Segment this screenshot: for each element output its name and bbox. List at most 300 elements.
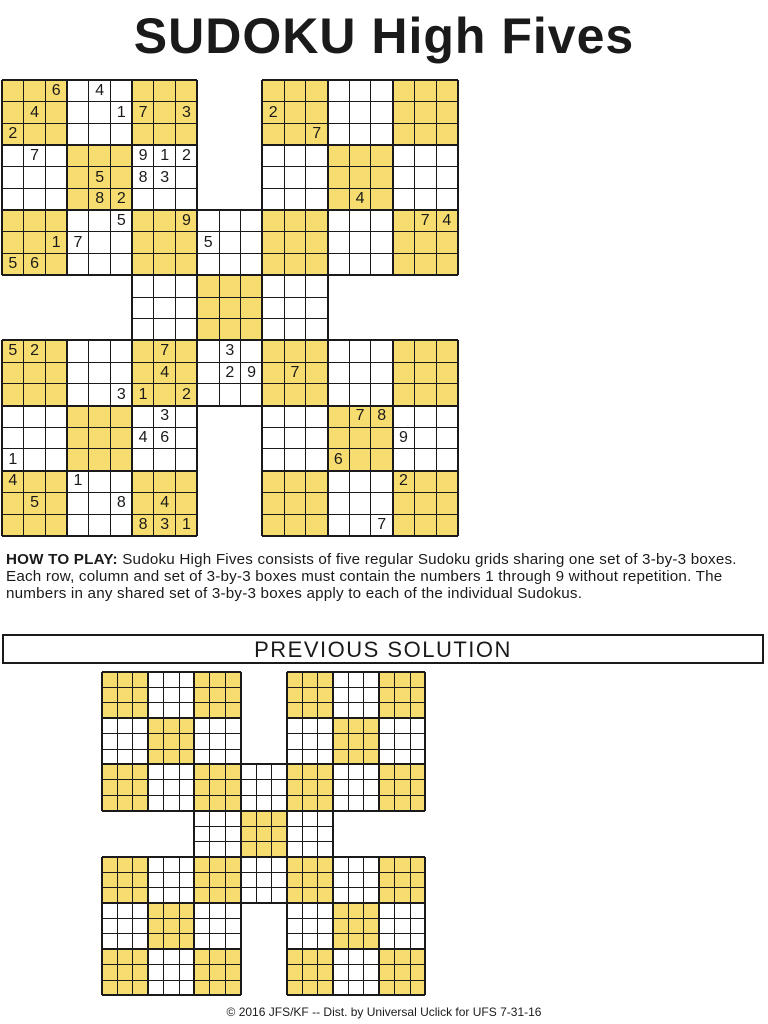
- puzzle-cell[interactable]: [241, 340, 263, 362]
- puzzle-cell[interactable]: [284, 297, 306, 319]
- puzzle-cell[interactable]: [89, 210, 111, 232]
- puzzle-cell[interactable]: [328, 254, 350, 276]
- puzzle-cell[interactable]: [154, 406, 176, 428]
- puzzle-cell[interactable]: [154, 492, 176, 514]
- puzzle-cell[interactable]: [349, 232, 371, 254]
- puzzle-cell[interactable]: [132, 340, 154, 362]
- puzzle-cell[interactable]: [111, 145, 133, 167]
- puzzle-cell[interactable]: [132, 145, 154, 167]
- puzzle-cell[interactable]: [393, 362, 415, 384]
- puzzle-cell[interactable]: [262, 449, 284, 471]
- puzzle-cell[interactable]: [67, 254, 89, 276]
- puzzle-cell[interactable]: [89, 167, 111, 189]
- puzzle-cell[interactable]: [219, 319, 241, 341]
- puzzle-cell[interactable]: [176, 167, 198, 189]
- puzzle-cell[interactable]: [371, 123, 393, 145]
- puzzle-cell[interactable]: [436, 471, 458, 493]
- puzzle-cell[interactable]: [154, 362, 176, 384]
- puzzle-cell[interactable]: [45, 471, 67, 493]
- puzzle-cell[interactable]: [219, 232, 241, 254]
- puzzle-cell[interactable]: [371, 340, 393, 362]
- puzzle-cell[interactable]: [328, 80, 350, 102]
- puzzle-cell[interactable]: [219, 297, 241, 319]
- puzzle-cell[interactable]: [132, 275, 154, 297]
- puzzle-cell[interactable]: [436, 210, 458, 232]
- puzzle-cell[interactable]: [132, 319, 154, 341]
- puzzle-cell[interactable]: [241, 362, 263, 384]
- puzzle-cell[interactable]: [154, 167, 176, 189]
- puzzle-cell[interactable]: [414, 492, 436, 514]
- puzzle-cell[interactable]: [262, 319, 284, 341]
- puzzle-cell[interactable]: [24, 471, 46, 493]
- puzzle-cell[interactable]: [393, 102, 415, 124]
- puzzle-cell[interactable]: [262, 102, 284, 124]
- puzzle-cell[interactable]: [132, 471, 154, 493]
- puzzle-cell[interactable]: [284, 406, 306, 428]
- puzzle-cell[interactable]: [371, 471, 393, 493]
- puzzle-cell[interactable]: [328, 210, 350, 232]
- puzzle-cell[interactable]: [306, 167, 328, 189]
- puzzle-cell[interactable]: [371, 210, 393, 232]
- puzzle-cell[interactable]: [306, 406, 328, 428]
- puzzle-cell[interactable]: [24, 384, 46, 406]
- puzzle-cell[interactable]: [154, 210, 176, 232]
- puzzle-cell[interactable]: [176, 340, 198, 362]
- puzzle-cell[interactable]: [111, 406, 133, 428]
- puzzle-cell[interactable]: [24, 102, 46, 124]
- puzzle-cell[interactable]: [262, 427, 284, 449]
- puzzle-cell[interactable]: [371, 232, 393, 254]
- puzzle-cell[interactable]: [24, 254, 46, 276]
- puzzle-cell[interactable]: [176, 123, 198, 145]
- puzzle-cell[interactable]: [176, 384, 198, 406]
- puzzle-cell[interactable]: [67, 210, 89, 232]
- puzzle-cell[interactable]: [436, 232, 458, 254]
- puzzle-cell[interactable]: [393, 80, 415, 102]
- puzzle-cell[interactable]: [176, 449, 198, 471]
- puzzle-cell[interactable]: [24, 232, 46, 254]
- puzzle-cell[interactable]: [393, 123, 415, 145]
- puzzle-cell[interactable]: [371, 189, 393, 211]
- puzzle-cell[interactable]: [241, 210, 263, 232]
- puzzle-cell[interactable]: [45, 254, 67, 276]
- puzzle-cell[interactable]: [241, 254, 263, 276]
- puzzle-cell[interactable]: [154, 189, 176, 211]
- puzzle-cell[interactable]: [436, 362, 458, 384]
- puzzle-cell[interactable]: [262, 362, 284, 384]
- puzzle-cell[interactable]: [393, 492, 415, 514]
- puzzle-cell[interactable]: [67, 406, 89, 428]
- puzzle-cell[interactable]: [2, 384, 24, 406]
- puzzle-cell[interactable]: [262, 167, 284, 189]
- puzzle-cell[interactable]: [111, 384, 133, 406]
- puzzle-cell[interactable]: [436, 102, 458, 124]
- puzzle-cell[interactable]: [176, 319, 198, 341]
- puzzle-cell[interactable]: [154, 427, 176, 449]
- puzzle-cell[interactable]: [24, 123, 46, 145]
- puzzle-cell[interactable]: [89, 80, 111, 102]
- puzzle-cell[interactable]: [262, 406, 284, 428]
- puzzle-cell[interactable]: [371, 406, 393, 428]
- puzzle-cell[interactable]: [328, 362, 350, 384]
- puzzle-cell[interactable]: [111, 123, 133, 145]
- puzzle-cell[interactable]: [306, 254, 328, 276]
- puzzle-cell[interactable]: [393, 210, 415, 232]
- puzzle-cell[interactable]: [154, 297, 176, 319]
- puzzle-cell[interactable]: [2, 210, 24, 232]
- puzzle-cell[interactable]: [154, 80, 176, 102]
- puzzle-cell[interactable]: [219, 362, 241, 384]
- puzzle-cell[interactable]: [45, 123, 67, 145]
- puzzle-cell[interactable]: [45, 145, 67, 167]
- puzzle-cell[interactable]: [89, 514, 111, 536]
- puzzle-cell[interactable]: [262, 384, 284, 406]
- puzzle-cell[interactable]: [284, 102, 306, 124]
- puzzle-cell[interactable]: [111, 340, 133, 362]
- puzzle-cell[interactable]: [414, 471, 436, 493]
- puzzle-cell[interactable]: [284, 471, 306, 493]
- puzzle-cell[interactable]: [284, 340, 306, 362]
- puzzle-cell[interactable]: [45, 384, 67, 406]
- puzzle-cell[interactable]: [2, 102, 24, 124]
- puzzle-cell[interactable]: [328, 340, 350, 362]
- puzzle-cell[interactable]: [24, 145, 46, 167]
- puzzle-cell[interactable]: [2, 123, 24, 145]
- puzzle-cell[interactable]: [219, 254, 241, 276]
- puzzle-cell[interactable]: [393, 471, 415, 493]
- puzzle-cell[interactable]: [436, 406, 458, 428]
- puzzle-cell[interactable]: [176, 406, 198, 428]
- puzzle-cell[interactable]: [414, 167, 436, 189]
- puzzle-cell[interactable]: [111, 232, 133, 254]
- puzzle-cell[interactable]: [45, 427, 67, 449]
- puzzle-cell[interactable]: [393, 189, 415, 211]
- puzzle-cell[interactable]: [24, 362, 46, 384]
- puzzle-cell[interactable]: [154, 145, 176, 167]
- puzzle-cell[interactable]: [154, 123, 176, 145]
- puzzle-cell[interactable]: [306, 449, 328, 471]
- puzzle-cell[interactable]: [284, 80, 306, 102]
- puzzle-cell[interactable]: [89, 189, 111, 211]
- puzzle-cell[interactable]: [241, 232, 263, 254]
- puzzle-cell[interactable]: [111, 471, 133, 493]
- puzzle-cell[interactable]: [241, 297, 263, 319]
- puzzle-cell[interactable]: [284, 492, 306, 514]
- puzzle-cell[interactable]: [132, 297, 154, 319]
- puzzle-cell[interactable]: [262, 492, 284, 514]
- puzzle-cell[interactable]: [371, 384, 393, 406]
- puzzle-cell[interactable]: [197, 362, 219, 384]
- puzzle-cell[interactable]: [328, 189, 350, 211]
- puzzle-cell[interactable]: [132, 384, 154, 406]
- puzzle-cell[interactable]: [45, 189, 67, 211]
- puzzle-cell[interactable]: [414, 254, 436, 276]
- puzzle-cell[interactable]: [197, 232, 219, 254]
- puzzle-cell[interactable]: [24, 492, 46, 514]
- puzzle-cell[interactable]: [154, 102, 176, 124]
- puzzle-cell[interactable]: [219, 384, 241, 406]
- puzzle-cell[interactable]: [414, 449, 436, 471]
- puzzle-cell[interactable]: [414, 80, 436, 102]
- puzzle-cell[interactable]: [414, 102, 436, 124]
- puzzle-cell[interactable]: [349, 514, 371, 536]
- puzzle-cell[interactable]: [241, 319, 263, 341]
- puzzle-cell[interactable]: [328, 471, 350, 493]
- puzzle-cell[interactable]: [306, 102, 328, 124]
- puzzle-cell[interactable]: [89, 471, 111, 493]
- puzzle-cell[interactable]: [45, 340, 67, 362]
- puzzle-cell[interactable]: [176, 232, 198, 254]
- puzzle-cell[interactable]: [67, 102, 89, 124]
- puzzle-cell[interactable]: [414, 210, 436, 232]
- puzzle-cell[interactable]: [111, 492, 133, 514]
- puzzle-cell[interactable]: [154, 384, 176, 406]
- puzzle-cell[interactable]: [176, 427, 198, 449]
- puzzle-cell[interactable]: [414, 232, 436, 254]
- puzzle-cell[interactable]: [328, 384, 350, 406]
- puzzle-cell[interactable]: [67, 427, 89, 449]
- puzzle-cell[interactable]: [176, 362, 198, 384]
- puzzle-cell[interactable]: [349, 384, 371, 406]
- puzzle-cell[interactable]: [306, 362, 328, 384]
- puzzle-cell[interactable]: [89, 384, 111, 406]
- puzzle-cell[interactable]: [67, 362, 89, 384]
- puzzle-cell[interactable]: [2, 80, 24, 102]
- puzzle-cell[interactable]: [349, 340, 371, 362]
- puzzle-cell[interactable]: [393, 406, 415, 428]
- puzzle-cell[interactable]: [349, 427, 371, 449]
- puzzle-cell[interactable]: [45, 102, 67, 124]
- puzzle-cell[interactable]: [349, 449, 371, 471]
- puzzle-cell[interactable]: [45, 406, 67, 428]
- puzzle-cell[interactable]: [349, 145, 371, 167]
- puzzle-cell[interactable]: [371, 254, 393, 276]
- puzzle-cell[interactable]: [111, 427, 133, 449]
- puzzle-cell[interactable]: [436, 145, 458, 167]
- puzzle-cell[interactable]: [154, 232, 176, 254]
- puzzle-cell[interactable]: [197, 297, 219, 319]
- puzzle-cell[interactable]: [154, 471, 176, 493]
- puzzle-cell[interactable]: [349, 80, 371, 102]
- puzzle-cell[interactable]: [2, 232, 24, 254]
- puzzle-cell[interactable]: [45, 449, 67, 471]
- puzzle-cell[interactable]: [328, 167, 350, 189]
- puzzle-cell[interactable]: [328, 514, 350, 536]
- puzzle-cell[interactable]: [241, 384, 263, 406]
- puzzle-cell[interactable]: [328, 406, 350, 428]
- puzzle-cell[interactable]: [306, 232, 328, 254]
- puzzle-cell[interactable]: [328, 427, 350, 449]
- puzzle-cell[interactable]: [349, 123, 371, 145]
- puzzle-cell[interactable]: [284, 123, 306, 145]
- puzzle-cell[interactable]: [89, 427, 111, 449]
- puzzle-cell[interactable]: [111, 189, 133, 211]
- puzzle-cell[interactable]: [284, 232, 306, 254]
- puzzle-cell[interactable]: [306, 427, 328, 449]
- puzzle-cell[interactable]: [89, 232, 111, 254]
- puzzle-cell[interactable]: [111, 210, 133, 232]
- puzzle-cell[interactable]: [89, 123, 111, 145]
- puzzle-cell[interactable]: [89, 406, 111, 428]
- puzzle-cell[interactable]: [414, 406, 436, 428]
- puzzle-cell[interactable]: [371, 167, 393, 189]
- puzzle-cell[interactable]: [24, 80, 46, 102]
- puzzle-cell[interactable]: [176, 189, 198, 211]
- puzzle-cell[interactable]: [328, 145, 350, 167]
- puzzle-cell[interactable]: [132, 449, 154, 471]
- puzzle-cell[interactable]: [154, 340, 176, 362]
- puzzle-cell[interactable]: [306, 80, 328, 102]
- puzzle-cell[interactable]: [2, 492, 24, 514]
- puzzle-cell[interactable]: [111, 362, 133, 384]
- puzzle-cell[interactable]: [328, 102, 350, 124]
- puzzle-cell[interactable]: [89, 145, 111, 167]
- puzzle-cell[interactable]: [262, 145, 284, 167]
- puzzle-cell[interactable]: [24, 406, 46, 428]
- puzzle-cell[interactable]: [219, 210, 241, 232]
- puzzle-cell[interactable]: [262, 232, 284, 254]
- puzzle-cell[interactable]: [306, 514, 328, 536]
- puzzle-cell[interactable]: [262, 123, 284, 145]
- puzzle-cell[interactable]: [2, 167, 24, 189]
- puzzle-cell[interactable]: [393, 145, 415, 167]
- puzzle-cell[interactable]: [436, 384, 458, 406]
- puzzle-cell[interactable]: [284, 384, 306, 406]
- puzzle-cell[interactable]: [67, 384, 89, 406]
- puzzle-cell[interactable]: [371, 362, 393, 384]
- puzzle-cell[interactable]: [67, 340, 89, 362]
- puzzle-cell[interactable]: [414, 340, 436, 362]
- puzzle-cell[interactable]: [24, 340, 46, 362]
- puzzle-cell[interactable]: [284, 189, 306, 211]
- puzzle-cell[interactable]: [436, 167, 458, 189]
- puzzle-cell[interactable]: [176, 145, 198, 167]
- puzzle-cell[interactable]: [154, 254, 176, 276]
- puzzle-cell[interactable]: [111, 449, 133, 471]
- puzzle-cell[interactable]: [67, 449, 89, 471]
- puzzle-cell[interactable]: [176, 80, 198, 102]
- puzzle-cell[interactable]: [176, 471, 198, 493]
- puzzle-cell[interactable]: [371, 427, 393, 449]
- puzzle-cell[interactable]: [132, 427, 154, 449]
- puzzle-cell[interactable]: [393, 254, 415, 276]
- puzzle-cell[interactable]: [24, 189, 46, 211]
- puzzle-cell[interactable]: [111, 80, 133, 102]
- puzzle-cell[interactable]: [24, 167, 46, 189]
- puzzle-cell[interactable]: [132, 492, 154, 514]
- puzzle-cell[interactable]: [2, 362, 24, 384]
- puzzle-cell[interactable]: [111, 514, 133, 536]
- puzzle-cell[interactable]: [262, 189, 284, 211]
- puzzle-cell[interactable]: [436, 427, 458, 449]
- puzzle-cell[interactable]: [67, 80, 89, 102]
- puzzle-cell[interactable]: [284, 362, 306, 384]
- puzzle-cell[interactable]: [132, 167, 154, 189]
- puzzle-cell[interactable]: [371, 80, 393, 102]
- puzzle-cell[interactable]: [262, 80, 284, 102]
- puzzle-cell[interactable]: [284, 254, 306, 276]
- puzzle-cell[interactable]: [349, 406, 371, 428]
- puzzle-cell[interactable]: [328, 492, 350, 514]
- puzzle-cell[interactable]: [111, 254, 133, 276]
- puzzle-cell[interactable]: [349, 362, 371, 384]
- puzzle-cell[interactable]: [132, 362, 154, 384]
- puzzle-cell[interactable]: [2, 427, 24, 449]
- puzzle-cell[interactable]: [349, 189, 371, 211]
- puzzle-cell[interactable]: [306, 471, 328, 493]
- puzzle-cell[interactable]: [306, 384, 328, 406]
- puzzle-cell[interactable]: [371, 449, 393, 471]
- puzzle-cell[interactable]: [414, 384, 436, 406]
- puzzle-cell[interactable]: [306, 492, 328, 514]
- puzzle-cell[interactable]: [197, 340, 219, 362]
- puzzle-cell[interactable]: [45, 232, 67, 254]
- puzzle-cell[interactable]: [393, 384, 415, 406]
- puzzle-cell[interactable]: [67, 514, 89, 536]
- puzzle-cell[interactable]: [436, 492, 458, 514]
- puzzle-cell[interactable]: [436, 340, 458, 362]
- puzzle-cell[interactable]: [262, 514, 284, 536]
- puzzle-cell[interactable]: [2, 145, 24, 167]
- puzzle-cell[interactable]: [176, 254, 198, 276]
- puzzle-cell[interactable]: [132, 210, 154, 232]
- puzzle-cell[interactable]: [219, 275, 241, 297]
- puzzle-cell[interactable]: [132, 123, 154, 145]
- puzzle-cell[interactable]: [45, 514, 67, 536]
- puzzle-cell[interactable]: [306, 340, 328, 362]
- puzzle-cell[interactable]: [436, 189, 458, 211]
- puzzle-cell[interactable]: [284, 167, 306, 189]
- puzzle-cell[interactable]: [132, 80, 154, 102]
- puzzle-cell[interactable]: [45, 492, 67, 514]
- puzzle-cell[interactable]: [2, 406, 24, 428]
- puzzle-cell[interactable]: [132, 254, 154, 276]
- puzzle-cell[interactable]: [393, 449, 415, 471]
- puzzle-cell[interactable]: [176, 297, 198, 319]
- puzzle-cell[interactable]: [89, 340, 111, 362]
- puzzle-cell[interactable]: [89, 492, 111, 514]
- puzzle-cell[interactable]: [393, 427, 415, 449]
- puzzle-cell[interactable]: [45, 167, 67, 189]
- puzzle-cell[interactable]: [284, 210, 306, 232]
- puzzle-cell[interactable]: [414, 189, 436, 211]
- puzzle-cell[interactable]: [132, 102, 154, 124]
- puzzle-cell[interactable]: [132, 189, 154, 211]
- puzzle-cell[interactable]: [306, 145, 328, 167]
- puzzle-cell[interactable]: [349, 492, 371, 514]
- puzzle-cell[interactable]: [371, 514, 393, 536]
- puzzle-cell[interactable]: [89, 362, 111, 384]
- puzzle-cell[interactable]: [2, 471, 24, 493]
- puzzle-cell[interactable]: [67, 492, 89, 514]
- puzzle-cell[interactable]: [349, 471, 371, 493]
- puzzle-cell[interactable]: [89, 102, 111, 124]
- puzzle-cell[interactable]: [2, 189, 24, 211]
- puzzle-cell[interactable]: [89, 254, 111, 276]
- puzzle-cell[interactable]: [436, 514, 458, 536]
- puzzle-cell[interactable]: [306, 319, 328, 341]
- puzzle-cell[interactable]: [197, 319, 219, 341]
- puzzle-cell[interactable]: [154, 449, 176, 471]
- puzzle-cell[interactable]: [262, 297, 284, 319]
- puzzle-cell[interactable]: [24, 449, 46, 471]
- puzzle-cell[interactable]: [306, 123, 328, 145]
- puzzle-cell[interactable]: [284, 319, 306, 341]
- puzzle-cell[interactable]: [328, 449, 350, 471]
- puzzle-cell[interactable]: [24, 427, 46, 449]
- puzzle-cell[interactable]: [132, 514, 154, 536]
- puzzle-cell[interactable]: [306, 210, 328, 232]
